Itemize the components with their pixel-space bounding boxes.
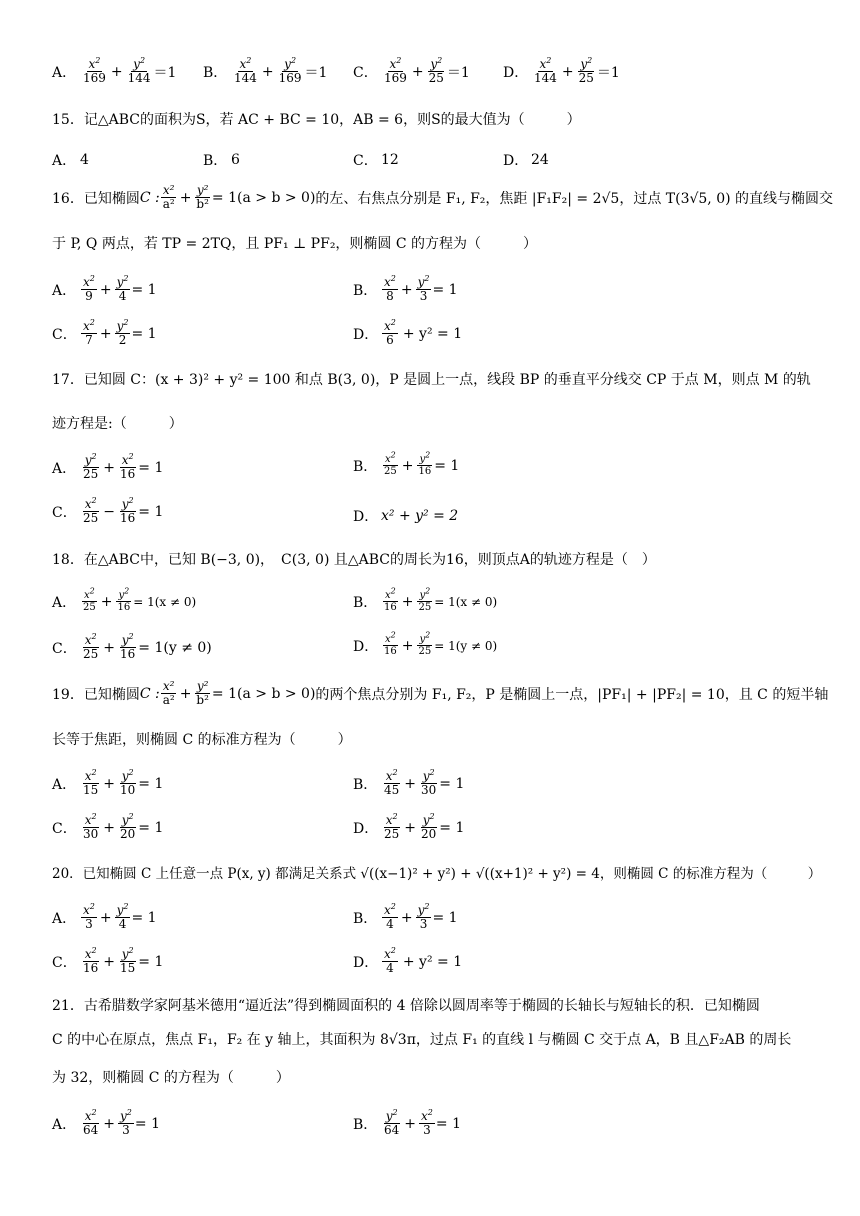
q20-option-d: D． $\frac{x^2}{4}$ + y² = 1	[353, 946, 463, 975]
q19-option-d: D． $\frac{x^2}{25}$ + $\frac{y^2}{20}$ = 1	[353, 812, 465, 841]
q20-question: 20．已知椭圆 C 上任意一点 P(x, y) 都满足关系式 √((x−1)² + y²) + √((x+1)² + y²) = 4，则椭圆 C 的标准方程为（ ）	[52, 866, 822, 882]
q15-option-b: B． 6	[203, 152, 240, 169]
q15-option-a: A． 4	[52, 152, 89, 169]
q20-option-c: C． $\frac{x^2}{16}$ + $\frac{y^2}{15}$ = 1	[52, 946, 164, 975]
q19-option-a: A． $\frac{x^2}{15}$ + $\frac{y^2}{10}$ = 1	[52, 768, 164, 797]
q19-question-line2: 长等于焦距，则椭圆 C 的标准方程为（ ）	[52, 732, 352, 748]
q21-option-b: B． $\frac{y^2}{64}$ + $\frac{x^2}{3}$ = 1	[353, 1108, 461, 1137]
q14-option-a: A． $\frac{x^2}{169}$ + $\frac{y^2}{144}$ ＝1	[52, 56, 177, 85]
q16-option-b: B． $\frac{x^2}{8}$ + $\frac{y^2}{3}$ = 1	[353, 274, 458, 303]
q21-question-line1: 21．古希腊数学家阿基米德用“逼近法”得到椭圆面积的 4 倍除以圆周率等于椭圆的长轴长与短轴长的积．已知椭圆	[52, 998, 760, 1014]
q18-option-d: D． $\frac{x^2}{16}$ + $\frac{y^2}{25}$ = 1(y ≠ 0)	[353, 630, 498, 657]
q19-question-line1: 19．已知椭圆 C : $\frac{\text{x²}}{\text{a²}}$ + $\frac{\text{y²}}{\text{b²}}$ = 1(a > b > 0) 的两个焦点分别为 F₁, F₂，P 是椭圆上一点，|PF₁| + |PF₂| = 10，且 C 的短半轴	[52, 679, 829, 707]
q20-option-a: A． $\frac{x^2}{3}$ + $\frac{y^2}{4}$ = 1	[52, 902, 157, 931]
q16-option-c: C． $\frac{x^2}{7}$ + $\frac{y^2}{2}$ = 1	[52, 318, 157, 347]
q17-option-a: A． $\frac{y^2}{25}$ + $\frac{x^2}{16}$ = 1	[52, 452, 164, 481]
q17-option-c: C． $\frac{x^2}{25}$ − $\frac{y^2}{16}$ = 1	[52, 496, 164, 525]
q17-question-line1: 17．已知圆 C：(x + 3)² + y² = 100 和点 B(3, 0)，P 是圆上一点，线段 BP 的垂直平分线交 CP 于点 M，则点 M 的轨	[52, 372, 811, 388]
q14-option-c: C． $\frac{x^2}{169}$ + $\frac{y^2}{25}$ ＝1	[353, 56, 470, 85]
q21-question-line2: C 的中心在原点，焦点 F₁，F₂ 在 y 轴上，其面积为 8√3π，过点 F₁ 的直线 l 与椭圆 C 交于点 A，B 且△F₂AB 的周长	[52, 1032, 792, 1048]
q17-option-b: B． $\frac{x^2}{25}$ + $\frac{y^2}{16}$ = 1	[353, 450, 460, 477]
q15-option-d: D． 24	[503, 152, 549, 169]
q18-option-c: C． $\frac{x^2}{25}$ + $\frac{y^2}{16}$ = 1(y ≠ 0)	[52, 632, 212, 661]
q19-option-c: C． $\frac{x^2}{30}$ + $\frac{y^2}{20}$ = 1	[52, 812, 164, 841]
q16-option-a: A． $\frac{x^2}{9}$ + $\frac{y^2}{4}$ = 1	[52, 274, 157, 303]
q16-question-line1: 16．已知椭圆 C : $\frac{\text{x²}}{\text{a²}}$ + $\frac{\text{y²}}{\text{b²}}$ = 1(a > b > 0) 的左、右焦点分别是 F₁, F₂，焦距 |F₁F₂| = 2√5，过点 T(3√5, 0) 的直线与椭圆交	[52, 183, 834, 211]
q16-option-d: D． $\frac{x^2}{6}$ + y² = 1	[353, 318, 463, 347]
q18-option-b: B． $\frac{x^2}{16}$ + $\frac{y^2}{25}$ = 1(x ≠ 0)	[353, 586, 498, 613]
q16-question-line2: 于 P, Q 两点，若 TP = 2TQ，且 PF₁ ⊥ PF₂，则椭圆 C 的方程为（ ）	[52, 236, 538, 252]
q14-option-d: D． $\frac{x^2}{144}$ + $\frac{y^2}{25}$ ＝1	[503, 56, 620, 85]
q17-question-line2: 迹方程是:（ ）	[52, 416, 183, 432]
q20-option-b: B． $\frac{x^2}{4}$ + $\frac{y^2}{3}$ = 1	[353, 902, 458, 931]
q18-option-a: A． $\frac{x^2}{25}$ + $\frac{y^2}{16}$ = 1(x ≠ 0)	[52, 586, 197, 613]
q15-option-c: C． 12	[353, 152, 399, 169]
q21-question-line3: 为 32，则椭圆 C 的方程为（ ）	[52, 1070, 290, 1086]
q15-question: 15．记△ABC的面积为S，若 AC + BC = 10，AB = 6，则S的最大值为（ ）	[52, 112, 581, 128]
q18-question: 18．在△ABC中，已知 B(−3, 0)， C(3, 0) 且△ABC的周长为16，则顶点A的轨迹方程是（ ）	[52, 552, 656, 568]
q14-option-b: B． $\frac{x^2}{144}$ + $\frac{y^2}{169}$ ＝1	[203, 56, 328, 85]
q21-option-a: A． $\frac{x^2}{64}$ + $\frac{y^2}{3}$ = 1	[52, 1108, 160, 1137]
q19-option-b: B． $\frac{x^2}{45}$ + $\frac{y^2}{30}$ = 1	[353, 768, 465, 797]
q17-option-d: D． x² + y² = 2	[353, 508, 459, 525]
